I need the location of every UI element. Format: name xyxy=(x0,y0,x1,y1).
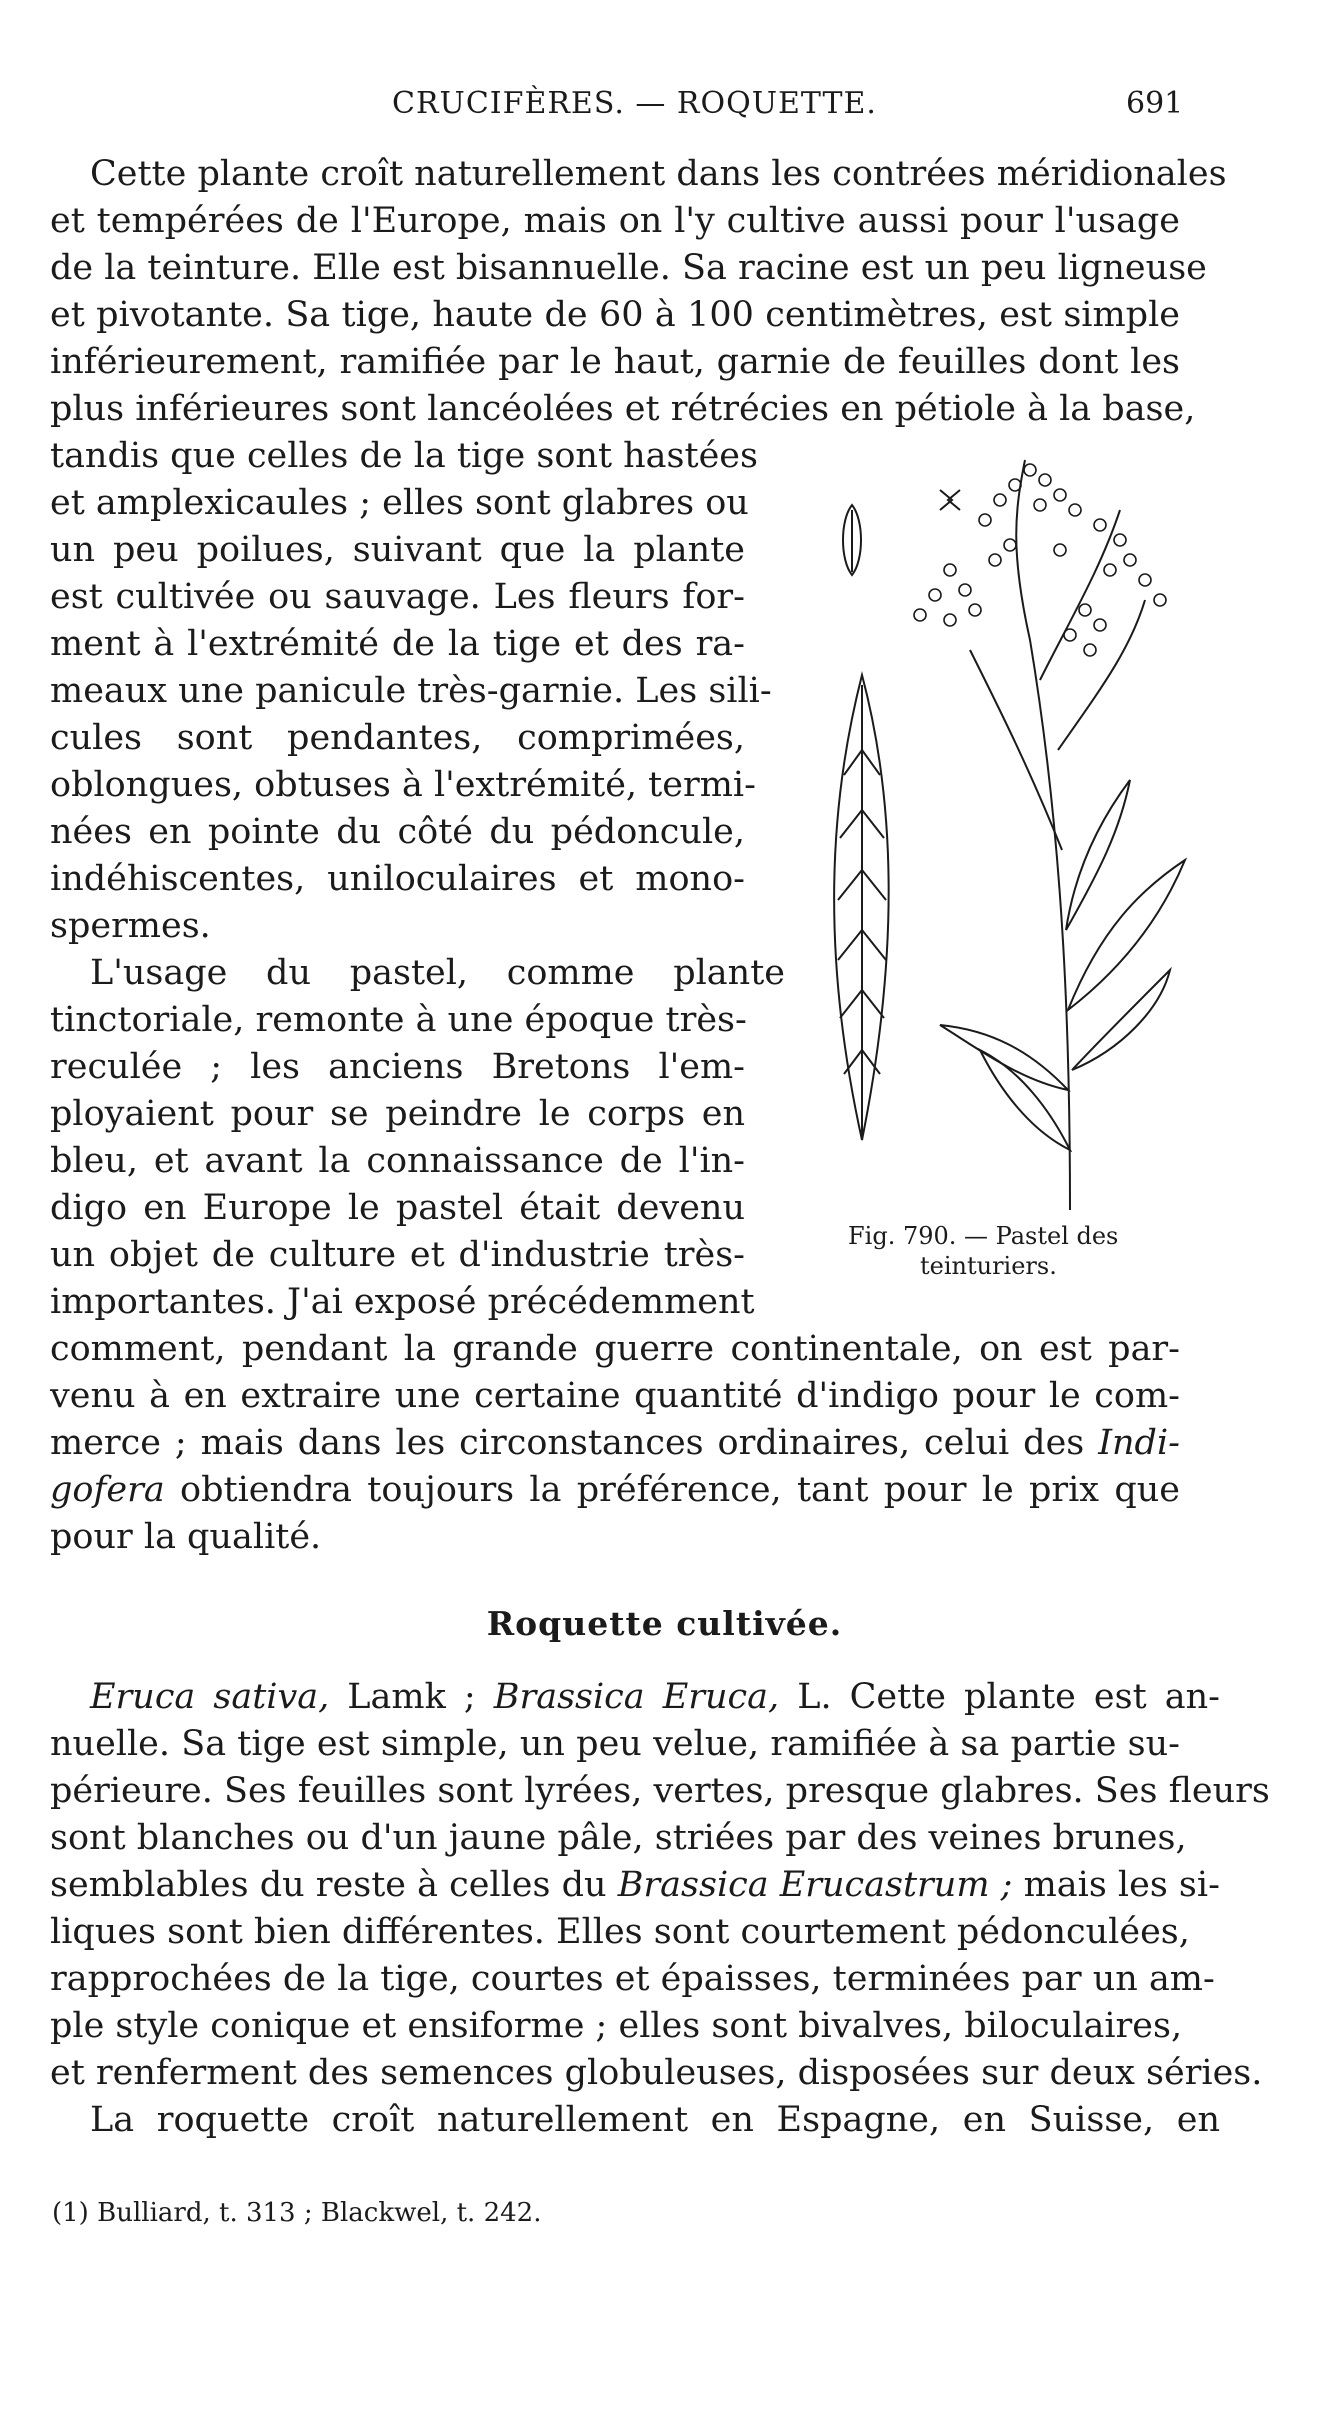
text-line: périeure. Ses feuilles sont lyrées, vertes, presque glabres. Ses fleurs xyxy=(50,1771,1270,1811)
text-span: mais les si- xyxy=(1023,1865,1220,1905)
section-title: Roquette cultivée. xyxy=(486,1604,843,1643)
text-line: ple style conique et ensiforme ; elles sont bivalves, biloculaires, xyxy=(50,2006,1183,2046)
text-line xyxy=(50,1468,1180,1512)
text-line: un peu poilues, suivant que la plante xyxy=(50,530,745,570)
figure-caption: Fig. 790. — Pastel des xyxy=(848,1222,1119,1250)
text-line: ployaient pour se peindre le corps en xyxy=(50,1094,745,1134)
text-line: spermes. xyxy=(50,906,211,946)
italic-term: Eruca sativa, xyxy=(90,1677,330,1717)
text-line: est cultivée ou sauvage. Les fleurs for- xyxy=(50,577,745,617)
text-line: de la teinture. Elle est bisannuelle. Sa racine est un peu ligneuse xyxy=(50,248,1207,288)
italic-term: gofera xyxy=(50,1470,165,1510)
text-line: et tempérées de l'Europe, mais on l'y cultive aussi pour l'usage xyxy=(50,201,1180,241)
text-line xyxy=(50,1421,1180,1465)
footnote: (1) Bulliard, t. 313 ; Blackwel, t. 242. xyxy=(52,2198,542,2228)
italic-term: Brassica Eruca, xyxy=(493,1677,780,1717)
text-line: tinctoriale, remonte à une époque très- xyxy=(50,1000,747,1040)
text-line xyxy=(50,1675,1220,1719)
text-line: L'usage du pastel, comme plante xyxy=(90,953,785,993)
text-line xyxy=(50,1863,1220,1907)
text-line: cules sont pendantes, comprimées, xyxy=(50,718,745,758)
text-span: semblables du reste à celles du xyxy=(50,1865,607,1905)
text-span: obtiendra toujours la préférence, tant pour le prix que xyxy=(180,1470,1180,1510)
text-line: rapprochées de la tige, courtes et épaisses, terminées par un am- xyxy=(50,1959,1215,1999)
text-line: nées en pointe du côté du pédoncule, xyxy=(50,812,745,852)
page-number: 691 xyxy=(1126,86,1184,121)
text-line: Cette plante croît naturellement dans les contrées méridionales xyxy=(90,154,1227,194)
text-line: un objet de culture et d'industrie très- xyxy=(50,1235,745,1275)
text-line: nuelle. Sa tige est simple, un peu velue, ramifiée à sa partie su- xyxy=(50,1724,1180,1764)
text-line: pour la qualité. xyxy=(50,1517,322,1557)
text-line: digo en Europe le pastel était devenu xyxy=(50,1188,745,1228)
text-line: venu à en extraire une certaine quantité d'indigo pour le com- xyxy=(50,1376,1180,1416)
text-line: liques sont bien différentes. Elles sont courtement pédonculées, xyxy=(50,1912,1190,1952)
pastel-plant-illustration xyxy=(800,450,1200,1220)
text-line: ment à l'extrémité de la tige et des ra- xyxy=(50,624,745,664)
text-line: meaux une panicule très-garnie. Les sili- xyxy=(50,671,772,711)
text-span: merce ; mais dans les circonstances ordinaires, celui des xyxy=(50,1423,1085,1463)
text-line: comment, pendant la grande guerre continentale, on est par- xyxy=(50,1329,1180,1369)
text-line: importantes. J'ai exposé précédemment xyxy=(50,1282,755,1322)
text-line: et amplexicaules ; elles sont glabres ou xyxy=(50,483,749,523)
figure-caption-cont: teinturiers. xyxy=(920,1252,1057,1280)
text-line: plus inférieures sont lancéolées et rétrécies en pétiole à la base, xyxy=(50,389,1196,429)
text-line: oblongues, obtuses à l'extrémité, termi- xyxy=(50,765,756,805)
text-line: indéhiscentes, uniloculaires et mono- xyxy=(50,859,745,899)
text-span: Lamk ; xyxy=(347,1677,476,1717)
text-line: sont blanches ou d'un jaune pâle, striées par des veines brunes, xyxy=(50,1818,1187,1858)
text-line: tandis que celles de la tige sont hastées xyxy=(50,436,758,476)
text-line: bleu, et avant la connaissance de l'in- xyxy=(50,1141,745,1181)
text-line: et renferment des semences globuleuses, disposées sur deux séries. xyxy=(50,2053,1263,2093)
text-span: L. Cette plante est an- xyxy=(797,1677,1220,1717)
text-line: La roquette croît naturellement en Espagne, en Suisse, en xyxy=(90,2100,1220,2140)
italic-term: Indi- xyxy=(1098,1423,1180,1463)
italic-term: Brassica Erucastrum ; xyxy=(617,1865,1013,1905)
text-line: reculée ; les anciens Bretons l'em- xyxy=(50,1047,745,1087)
text-line: et pivotante. Sa tige, haute de 60 à 100 centimètres, est simple xyxy=(50,295,1180,335)
text-line: inférieurement, ramifiée par le haut, garnie de feuilles dont les xyxy=(50,342,1180,382)
running-title: CRUCIFÈRES. — ROQUETTE. xyxy=(392,86,877,121)
